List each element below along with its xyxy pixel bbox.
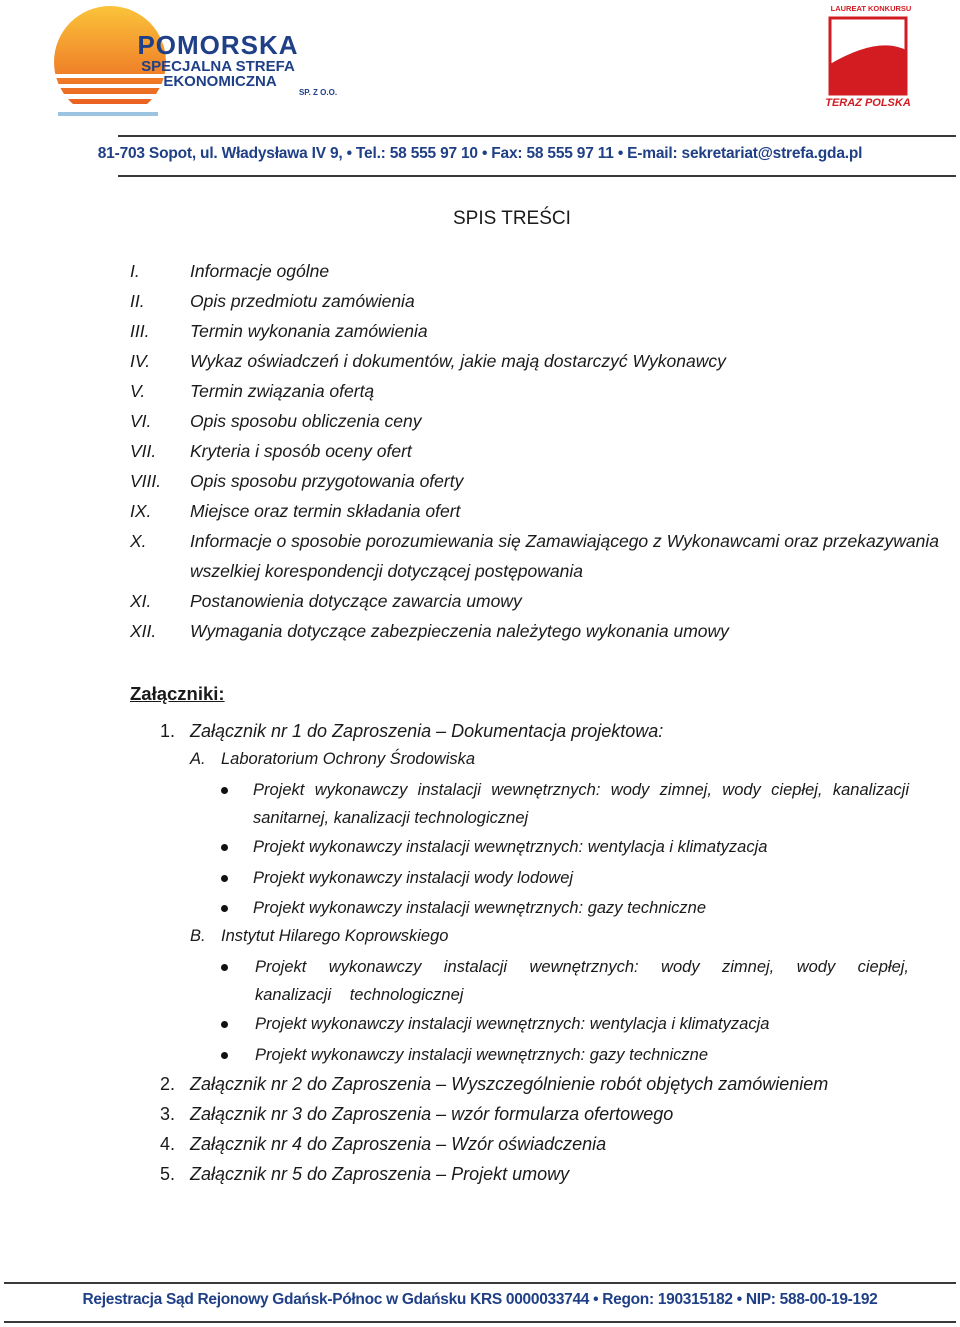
bullet-icon [221,844,228,851]
list-item: Projekt wykonawczy instalacji wewnętrznych: wody zimnej, wody ciepłej, kanalizacji technologicznej [255,958,909,1004]
award-top-label: LAUREAT KONKURSU [830,4,912,13]
toc-entry: Kryteria i sposób oceny ofert [190,441,412,461]
toc-number: IV. [130,351,151,371]
group-title: Instytut Hilarego Koprowskiego [221,927,449,945]
list-item: Projekt wykonawczy instalacji wewnętrznych: wentylacja i klimatyzacja [255,1015,770,1033]
footer-rule-bottom [4,1321,956,1323]
footer-rule [4,1282,956,1284]
toc-number: II. [130,291,145,311]
attachment-item: Załącznik nr 3 do Zaproszenia – wzór formularza ofertowego [190,1104,674,1124]
toc-number: VI. [130,411,152,431]
toc-entry: Termin wykonania zamówienia [190,321,428,341]
document-title: SPIS TREŚCI [453,208,571,229]
attachment-item: Załącznik nr 1 do Zaproszenia – Dokumentacja projektowa: [190,721,664,741]
header-rule-bottom [118,175,956,177]
attachments-heading: Załączniki: [130,683,225,704]
group-title: Laboratorium Ochrony Środowiska [221,750,476,768]
list-item: Projekt wykonawczy instalacji wewnętrznych: gazy techniczne [253,899,707,917]
bullet-icon [221,1052,228,1059]
logo-line4: SP. Z O.O. [298,88,338,97]
company-logo [50,4,350,116]
logo-line1: POMORSKA [137,30,299,60]
toc-entry: Termin związania ofertą [190,381,375,401]
group-label: B. [190,927,206,945]
toc-entry: Opis przedmiotu zamówienia [190,291,415,311]
list-item: Projekt wykonawczy instalacji wody lodowej [253,869,574,887]
toc-entry: Wykaz oświadczeń i dokumentów, jakie mają dostarczyć Wykonawcy [190,351,726,371]
toc-entry: Postanowienia dotyczące zawarcia umowy [190,591,522,611]
toc-entry: Informacje o sposobie porozumiewania się Zamawiającego z Wykonawcami oraz przekazywania [190,531,939,551]
toc-number: I. [130,261,140,281]
logo-line3: EKONOMICZNA [163,73,277,90]
list-item: Projekt wykonawczy instalacji wewnętrznych: wentylacja i klimatyzacja [253,838,768,856]
bullet-icon [221,964,228,971]
toc-number: V. [130,381,146,401]
toc-entry: Opis sposobu przygotowania oferty [190,471,464,491]
toc-number: XI. [130,591,152,611]
attachment-number: 1. [160,721,176,741]
toc-entry-continuation: wszelkiej korespondencji dotyczącej postępowania [190,561,583,581]
bullet-icon [221,905,228,912]
bullet-icon [221,787,228,794]
logo-graphic [50,4,350,116]
list-item: Projekt wykonawczy instalacji wewnętrznych: wody zimnej, wody ciepłej, kanalizacji sanitarnej, kanalizacji technologicznej [253,781,909,827]
contact-line: 81-703 Sopot, ul. Władysława IV 9, • Tel.: 58 555 97 10 • Fax: 58 555 97 11 • E-mail: sekretariat@strefa.gda.pl [97,145,863,162]
award-bottom-label: TERAZ POLSKA [826,97,911,109]
toc-number: VII. [130,441,157,461]
toc-entry: Opis sposobu obliczenia ceny [190,411,422,431]
list-item: Projekt wykonawczy instalacji wewnętrznych: gazy techniczne [255,1046,709,1064]
logo-line2: SPECJALNA STREFA [141,58,295,75]
teraz-polska-award [826,2,916,112]
toc-entry: Miejsce oraz termin składania ofert [190,501,461,521]
footer-registration: Rejestracja Sąd Rejonowy Gdańsk-Północ w Gdańsku KRS 0000033744 • Regon: 190315182 • NIP: 588-00-19-192 [82,1291,878,1308]
attachment-item: Załącznik nr 2 do Zaproszenia – Wyszczególnienie robót objętych zamówieniem [190,1074,829,1094]
toc-entry: Informacje ogólne [190,261,330,281]
bullet-icon [221,875,228,882]
attachment-item: Załącznik nr 4 do Zaproszenia – Wzór oświadczenia [190,1134,607,1154]
toc-number: XII. [130,621,157,641]
toc-number: III. [130,321,150,341]
attachment-number: 4. [160,1134,176,1154]
toc-number: IX. [130,501,152,521]
header-rule [118,135,956,137]
attachment-item: Załącznik nr 5 do Zaproszenia – Projekt umowy [190,1164,570,1184]
attachment-number: 5. [160,1164,176,1184]
award-graphic [826,2,916,112]
toc-number: X. [130,531,147,551]
bullet-icon [221,1021,228,1028]
toc-entry: Wymagania dotyczące zabezpieczenia należytego wykonania umowy [190,621,729,641]
attachment-number: 3. [160,1104,176,1124]
group-label: A. [190,750,206,768]
attachment-number: 2. [160,1074,176,1094]
toc-number: VIII. [130,471,162,491]
